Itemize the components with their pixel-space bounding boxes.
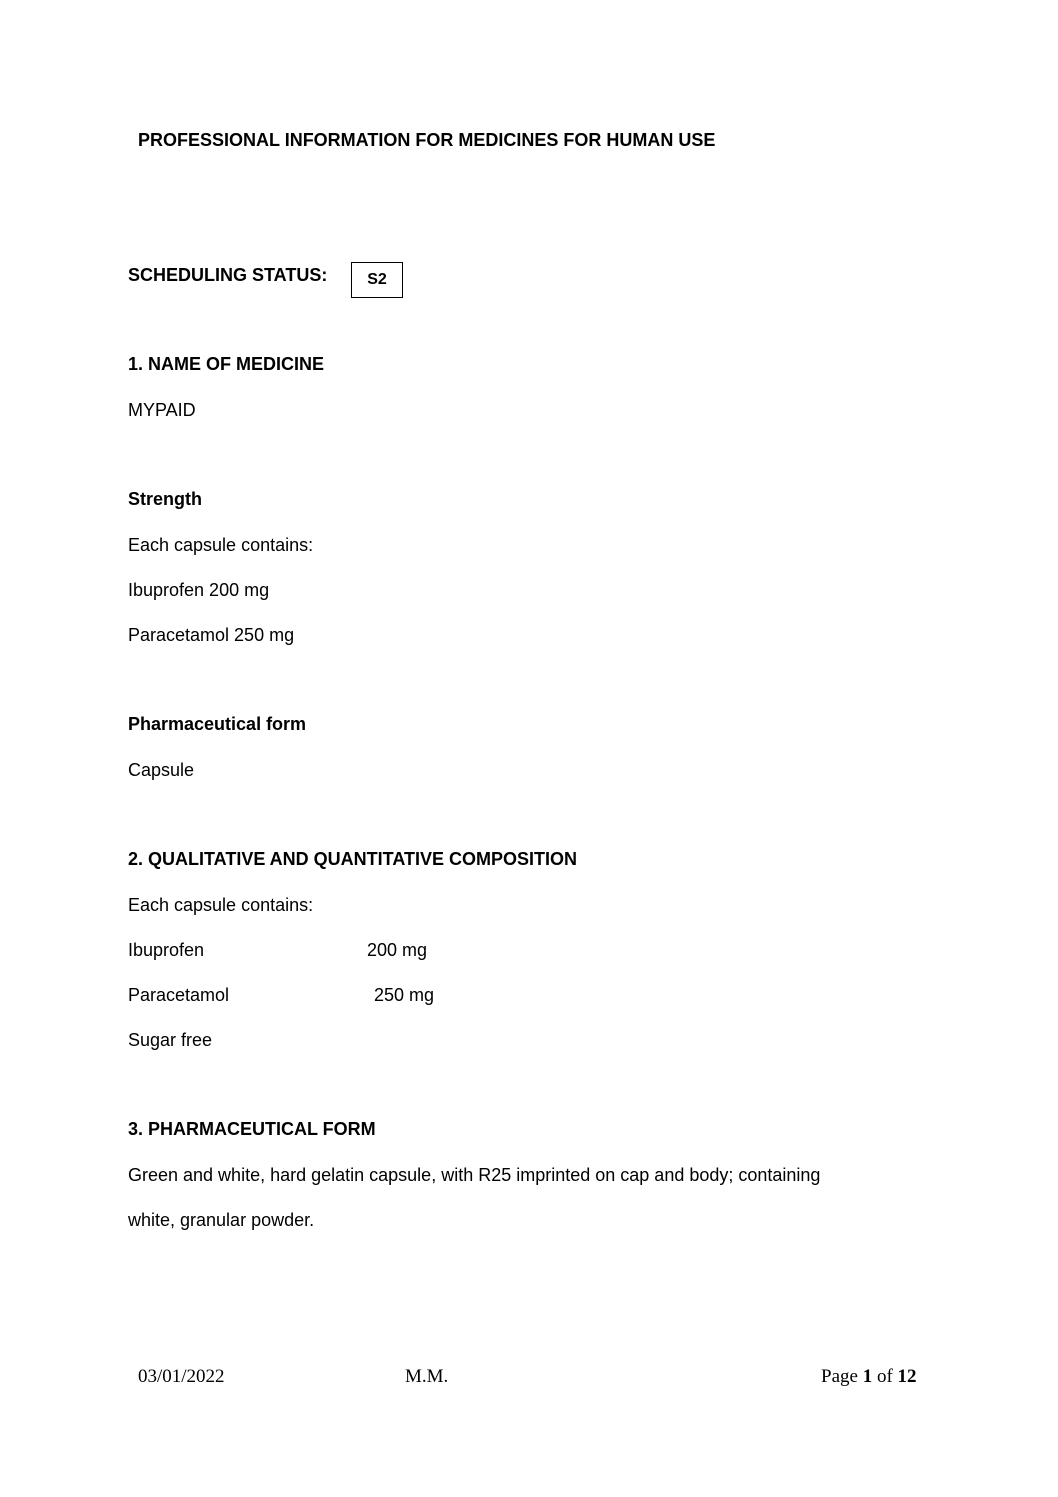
section-2-heading: 2. QUALITATIVE AND QUANTITATIVE COMPOSITION [128,849,577,869]
composition-amount: 250 mg [374,985,435,1005]
strength-line: Ibuprofen 200 mg [128,580,270,600]
composition-intro: Each capsule contains: [128,895,314,915]
footer-date: 03/01/2022 [138,1366,225,1387]
pharmaceutical-form-description: white, granular powder. [128,1210,315,1230]
document-title: PROFESSIONAL INFORMATION FOR MEDICINES FOR HUMAN USE [138,130,716,150]
scheduling-status-label: SCHEDULING STATUS: [128,265,328,285]
section-3-heading: 3. PHARMACEUTICAL FORM [128,1119,376,1139]
page-prefix: Page [821,1366,863,1387]
strength-intro: Each capsule contains: [128,535,314,555]
sugar-free-note: Sugar free [128,1030,213,1050]
composition-ingredient: Ibuprofen [128,940,205,960]
page-of: of [872,1366,898,1387]
pharmaceutical-form-value: Capsule [128,760,195,780]
medicine-name: MYPAID [128,400,196,420]
page-total: 12 [897,1366,917,1387]
section-1-heading: 1. NAME OF MEDICINE [128,354,325,374]
composition-ingredient: Paracetamol [128,985,230,1005]
pharmaceutical-form-description: Green and white, hard gelatin capsule, with R25 imprinted on cap and body; containing [128,1165,821,1185]
page-number [821,1366,917,1388]
strength-line: Paracetamol 250 mg [128,625,295,645]
scheduling-status-badge: S2 [351,262,403,298]
footer-initials: M.M. [405,1366,449,1387]
pharmaceutical-form-heading: Pharmaceutical form [128,714,307,734]
page-current: 1 [862,1366,873,1387]
composition-amount: 200 mg [367,940,428,960]
strength-heading: Strength [128,489,202,509]
